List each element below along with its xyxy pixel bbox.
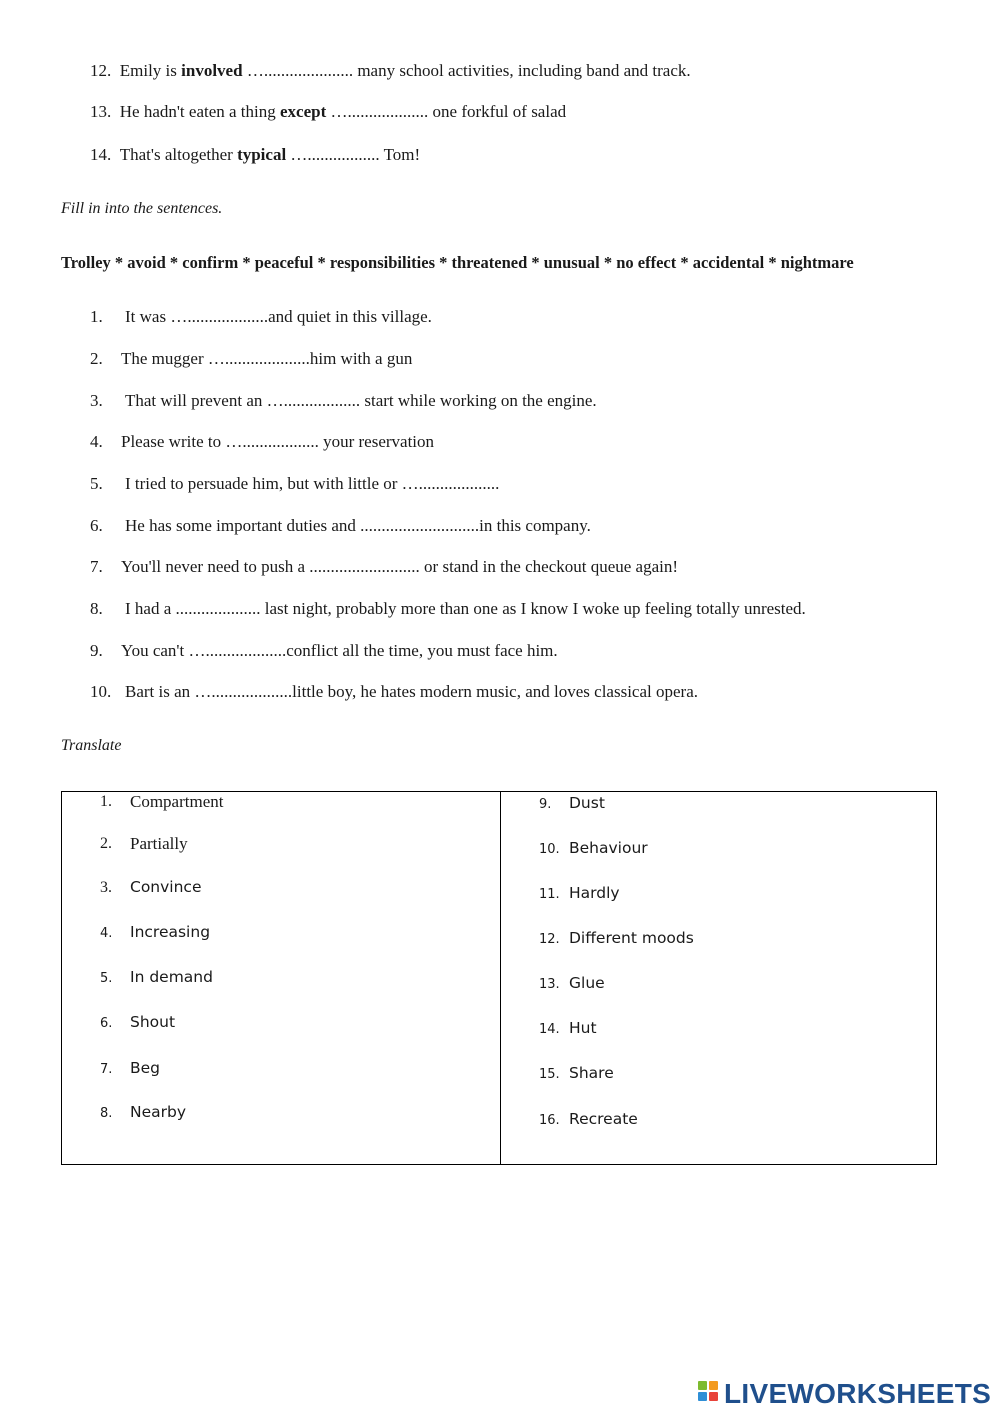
sentence-text: It was …...................and quiet in this village. — [125, 307, 432, 326]
translate-word: Compartment — [130, 792, 224, 811]
item-number: 3. — [90, 391, 103, 410]
keyword: except — [280, 102, 327, 121]
item-number: 14. — [90, 145, 112, 164]
sentence-item — [90, 474, 499, 494]
section-b-instruction: Fill in into the sentences. — [61, 200, 223, 217]
translate-word: Different moods — [569, 929, 694, 947]
translate-word: Shout — [130, 1013, 176, 1031]
sentence-item — [90, 432, 434, 452]
keyword: involved — [181, 61, 243, 80]
sentence-text-after: …..................... many school activities, including band and track. — [242, 61, 691, 80]
item-number: 7. — [100, 1062, 113, 1077]
sentence-item — [90, 599, 806, 619]
item-number: 12. — [90, 61, 112, 80]
item-number: 16. — [539, 1113, 560, 1128]
logo-text: LIVEWORKSHEETS — [724, 1378, 992, 1409]
translate-word: Partially — [130, 834, 188, 853]
sentence-text: The mugger …....................him with a gun — [121, 349, 413, 368]
translate-word: Recreate — [569, 1110, 638, 1128]
table-divider — [500, 792, 501, 1164]
item-number: 8. — [90, 599, 103, 618]
translate-word: Increasing — [130, 923, 211, 941]
sentence-text: You can't …...................conflict all the time, you must face him. — [121, 641, 558, 660]
sentence-text-before: Emily is — [119, 61, 182, 80]
item-number: 14. — [539, 1022, 560, 1037]
translate-word: Dust — [569, 794, 605, 812]
translate-word: Hut — [569, 1019, 597, 1037]
translate-word: Beg — [130, 1059, 161, 1077]
item-number: 9. — [90, 641, 103, 660]
sentence-text: He has some important duties and ............................in this company. — [125, 516, 591, 535]
translate-word: Glue — [569, 974, 605, 992]
item-number: 13. — [539, 977, 560, 992]
sentence-item — [90, 641, 558, 661]
sentence-text-before: That's altogether — [119, 145, 238, 164]
item-number: 6. — [90, 516, 103, 535]
sentence-item — [90, 102, 566, 122]
translate-word: In demand — [130, 968, 213, 986]
translate-word: Hardly — [569, 884, 620, 902]
sentence-text: I tried to persuade him, but with little or …................... — [125, 474, 500, 493]
sentence-text: I had a .................... last night, probably more than one as I know I woke up feeling totally unrested. — [125, 599, 806, 618]
translate-word: Behaviour — [569, 839, 648, 857]
item-number: 5. — [100, 971, 113, 986]
item-number: 12. — [539, 932, 560, 947]
logo-cubes-icon — [698, 1381, 720, 1407]
sentence-text: You'll never need to push a .......................... or stand in the checkout queue again! — [121, 557, 679, 576]
sentence-item — [90, 145, 420, 165]
sentence-item — [90, 349, 412, 369]
sentence-item — [90, 307, 432, 327]
sentence-text-before: He hadn't eaten a thing — [119, 102, 281, 121]
item-number: 1. — [100, 793, 112, 810]
liveworksheets-logo — [698, 1378, 994, 1410]
sentence-item — [90, 61, 691, 81]
sentence-item — [90, 682, 698, 702]
item-number: 4. — [90, 432, 103, 451]
sentence-item — [90, 557, 678, 577]
translate-word: Convince — [130, 878, 202, 896]
item-number: 3. — [100, 879, 112, 896]
sentence-text: Please write to ….................. your reservation — [121, 432, 435, 451]
sentence-item — [90, 391, 597, 411]
sentence-text: That will prevent an ….................. start while working on the engine. — [125, 391, 597, 410]
sentence-item — [90, 516, 591, 536]
section-c-instruction: Translate — [61, 737, 122, 754]
item-number: 2. — [100, 835, 112, 852]
item-number: 1. — [90, 307, 103, 326]
item-number: 15. — [539, 1067, 560, 1082]
sentence-text: Bart is an …...................little boy, he hates modern music, and loves classical opera. — [125, 682, 698, 701]
sentence-text-after: …................. Tom! — [286, 145, 421, 164]
keyword: typical — [237, 145, 287, 164]
item-number: 9. — [539, 797, 552, 812]
translate-word: Nearby — [130, 1103, 187, 1121]
translate-table — [61, 791, 937, 1165]
sentence-text-after: …................... one forkful of salad — [326, 102, 567, 121]
item-number: 4. — [100, 926, 113, 941]
item-number: 7. — [90, 557, 103, 576]
item-number: 2. — [90, 349, 103, 368]
item-number: 5. — [90, 474, 103, 493]
item-number: 11. — [539, 887, 560, 902]
word-bank: Trolley * avoid * confirm * peaceful * responsibilities * threatened * unusual * no effect * accidental * nightmare — [61, 253, 854, 272]
item-number: 10. — [90, 682, 112, 701]
translate-word: Share — [569, 1064, 614, 1082]
item-number: 10. — [539, 842, 560, 857]
item-number: 8. — [100, 1106, 113, 1121]
item-number: 6. — [100, 1016, 113, 1031]
item-number: 13. — [90, 102, 112, 121]
